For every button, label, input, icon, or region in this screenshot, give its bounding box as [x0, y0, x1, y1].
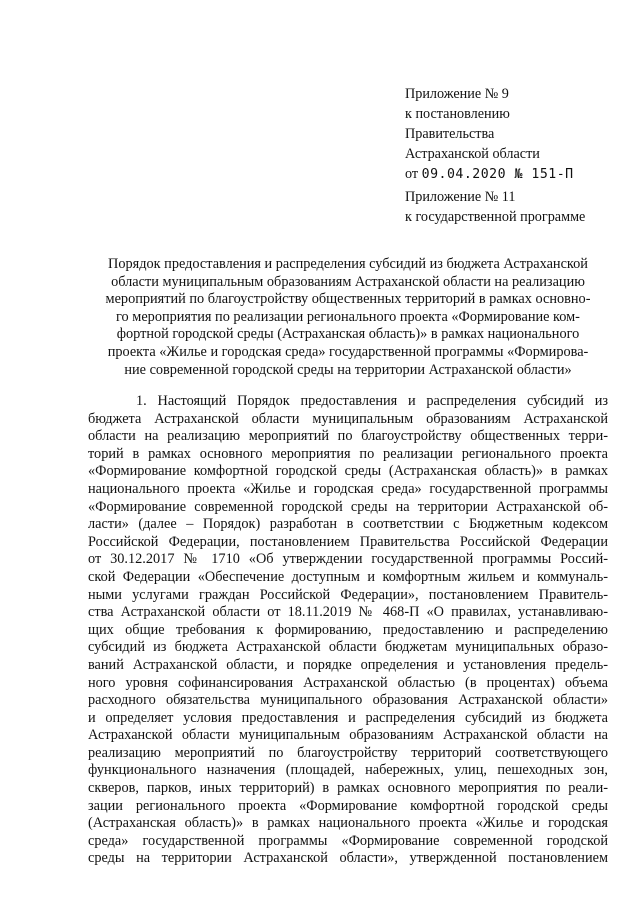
body-line: торий в рамках основного мероприятия по реализации регионального проекта	[88, 445, 608, 462]
title-line: ние современной городской среды на территории Астраханской области»	[124, 361, 572, 378]
body-line: ваний Астраханской области, и порядке определения и установления предель-	[88, 656, 608, 673]
title-line: Порядок предоставления и распределения субсидий из бюджета Астраханской	[108, 256, 588, 272]
appendix-9-block	[405, 84, 574, 185]
appendix-9-government: Правительства	[405, 126, 495, 142]
body-line: «Формирование современной городской среды на территории Астраханской об-	[88, 498, 608, 515]
appendix-11-to-program: к государственной программе	[405, 209, 586, 225]
body-line: «Формирование комфортной городской среды (Астраханская область)» в рамках	[88, 463, 608, 480]
body-line: среды на территории Астраханской области», утвержденной постановлением	[88, 850, 608, 867]
title-line: фортной городской среды (Астраханская область)» в рамках национального	[116, 326, 580, 343]
appendix-9-to-resolution: к постановлению	[405, 106, 510, 122]
body-line: (Астраханская область)» в рамках национального проекта «Жилье и городская	[88, 815, 608, 832]
body-line: ного уровня софинансирования Астраханской областью (в процентах) объема	[88, 674, 608, 691]
body-line: ской Федерации «Обеспечение доступным и комфортным жильем и коммуналь-	[88, 568, 608, 585]
body-line: ласти» (далее – Порядок) разработан в соответствии с Бюджетным кодексом	[88, 516, 608, 533]
body-line: реализацию мероприятий по благоустройству территорий соответствующего	[88, 744, 608, 761]
title-line: области муниципальным образованиям Астраханской области на реализацию	[111, 273, 585, 290]
body-line: среда» государственной программы «Формирование современной городской	[88, 832, 608, 849]
appendix-9-date-line	[405, 164, 574, 185]
title-line: мероприятий по благоустройству общественных территорий в рамках основно-	[105, 291, 591, 308]
body-line: области на реализацию мероприятий по благоустройству общественных терри-	[88, 428, 608, 445]
body-line: щих общие требования к формированию, предоставлению и распределению	[88, 621, 608, 638]
resolution-number: 151-П	[531, 167, 574, 182]
appendix-11-title: Приложение № 11	[405, 189, 516, 205]
body-line: субсидий из бюджета Астраханской области бюджетам муниципальных образо-	[88, 639, 608, 656]
document-body	[88, 393, 608, 868]
title-line: проекта «Жилье и городская среда» государственной программы «Формирова-	[107, 343, 589, 360]
title-line: го мероприятия по реализации регионального проекта «Формирование ком-	[116, 308, 580, 325]
body-line: Астраханской области муниципальным образованиям Астраханской области на	[88, 727, 608, 744]
appendix-11-block	[405, 187, 585, 227]
document-title	[88, 256, 608, 379]
body-line: ства Астраханской области от 18.11.2019 № 468-П «О правилах, устанавливаю-	[88, 604, 608, 621]
body-line: от 30.12.2017 № 1710 «Об утверждении государственной программы Россий-	[88, 551, 608, 568]
body-line: национального проекта «Жилье и городская среда» государственной программы	[88, 480, 608, 497]
body-line: Российской Федерации, постановлением Правительства Российской Федерации	[88, 533, 608, 550]
body-line: зации регионального проекта «Формирование комфортной городской среды	[88, 797, 608, 814]
body-line: бюджета Астраханской области муниципальным образованиям Астраханской	[88, 410, 608, 427]
number-sign: №	[506, 167, 532, 182]
body-line: ными услугами граждан Российской Федерации», постановлением Правитель-	[88, 586, 608, 603]
appendix-9-region: Астраханской области	[405, 146, 540, 162]
body-line: и определяет условия предоставления и распределения субсидий из бюджета	[88, 709, 608, 726]
appendix-9-title: Приложение № 9	[405, 86, 509, 102]
date-prefix: от	[405, 166, 422, 182]
body-line: 1. Настоящий Порядок предоставления и распределения субсидий из	[136, 393, 608, 409]
body-line: расходного обязательства муниципального образования Астраханской области»	[88, 692, 608, 709]
resolution-date: 09.04.2020	[421, 167, 507, 182]
body-line: скверов, парков, иных территорий) в рамках основного мероприятия по реали-	[88, 780, 608, 797]
body-line: функционального назначения (площадей, набережных, улиц, пешеходных зон,	[88, 762, 608, 779]
